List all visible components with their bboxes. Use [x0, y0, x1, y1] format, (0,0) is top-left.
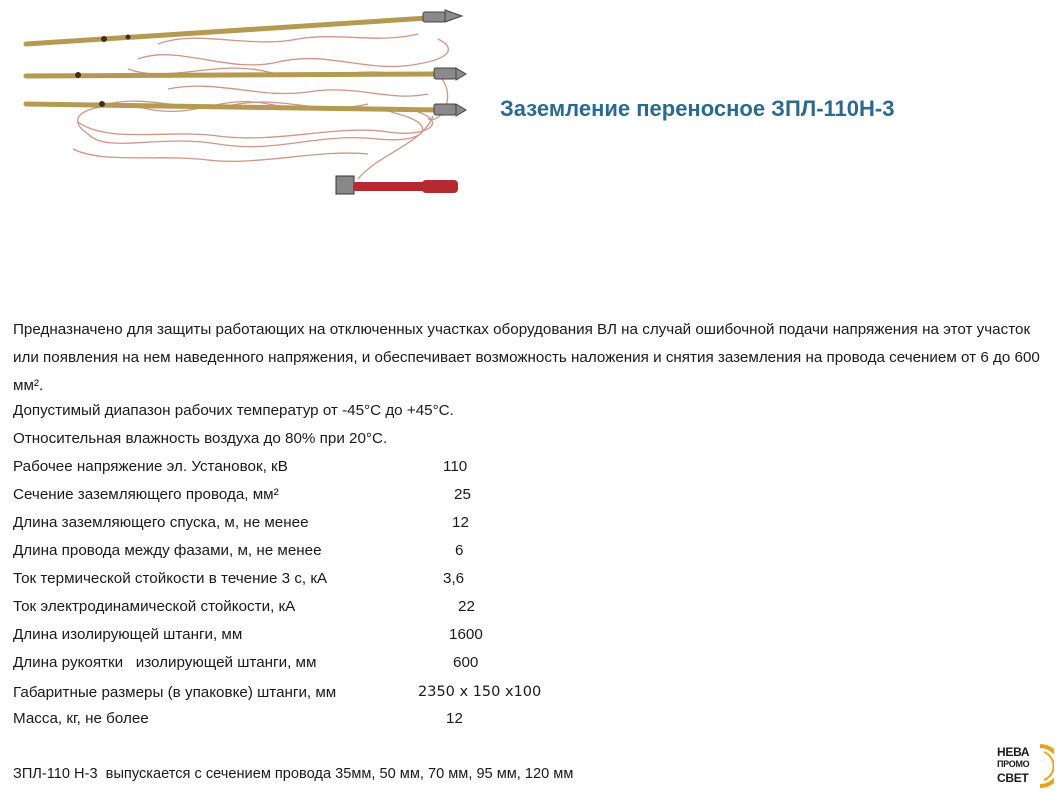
spec-row — [13, 654, 613, 678]
spec-label: Длина заземляющего спуска, м, не менее — [13, 514, 309, 531]
spec-row — [13, 570, 613, 594]
logo-line3: СВЕТ — [997, 771, 1029, 785]
spec-value: 6 — [455, 542, 464, 559]
company-logo — [994, 744, 1054, 788]
spec-row — [13, 514, 613, 538]
spec-row — [13, 598, 613, 622]
footer-note: ЗПЛ-110 Н-3 выпускается с сечением провода 35мм, 50 мм, 70 мм, 95 мм, 120 мм — [13, 766, 574, 782]
spec-value: 12 — [452, 514, 469, 531]
spec-value: 12 — [446, 710, 463, 727]
spec-label: Ток термической стойкости в течение 3 с, кА — [13, 570, 328, 587]
spec-row — [13, 710, 613, 734]
spec-label: Длина рукоятки изолирующей штанги, мм — [13, 654, 317, 671]
spec-value: 22 — [458, 598, 475, 615]
spec-label: Сечение заземляющего провода, мм² — [13, 486, 279, 503]
spec-value: 110 — [443, 458, 468, 475]
spec-row — [13, 684, 613, 708]
spec-value: 1600 — [449, 626, 483, 643]
page-title: Заземление переносное ЗПЛ-110Н-3 — [500, 96, 895, 121]
temperature-range: Допустимый диапазон рабочих температур от -45°С до +45°С. — [13, 402, 454, 419]
humidity: Относительная влажность воздуха до 80% при 20°С. — [13, 430, 388, 447]
product-image — [18, 4, 478, 214]
spec-label: Длина изолирующей штанги, мм — [13, 626, 243, 643]
logo-line2: ПРОМО — [997, 759, 1030, 769]
spec-label: Габаритные размеры (в упаковке) штанги, мм — [13, 684, 337, 701]
spec-label: Масса, кг, не более — [13, 710, 149, 727]
spec-value: 3,6 — [443, 570, 465, 587]
spec-value: 2350 x 150 x100 — [418, 684, 542, 700]
spec-value: 25 — [454, 486, 471, 503]
spec-row — [13, 486, 613, 510]
spec-row — [13, 542, 613, 566]
spec-value: 600 — [453, 654, 479, 671]
spec-row — [13, 458, 613, 482]
spec-label: Длина провода между фазами, м, не менее — [13, 542, 322, 559]
spec-label: Ток электродинамической стойкости, кА — [13, 598, 296, 615]
spec-row — [13, 626, 613, 650]
description: Предназначено для защиты работающих на отключенных участках оборудования ВЛ на случай ошибочной подачи напряжения на этот участок или появления на нем наведенного напряжения, и обеспечивает возможность наложения и снятия заземления на провода сечением от 6 до 600 мм². — [13, 321, 1040, 394]
spec-label: Рабочее напряжение эл. Установок, кВ — [13, 458, 288, 475]
logo-line1: НЕВА — [997, 745, 1030, 759]
